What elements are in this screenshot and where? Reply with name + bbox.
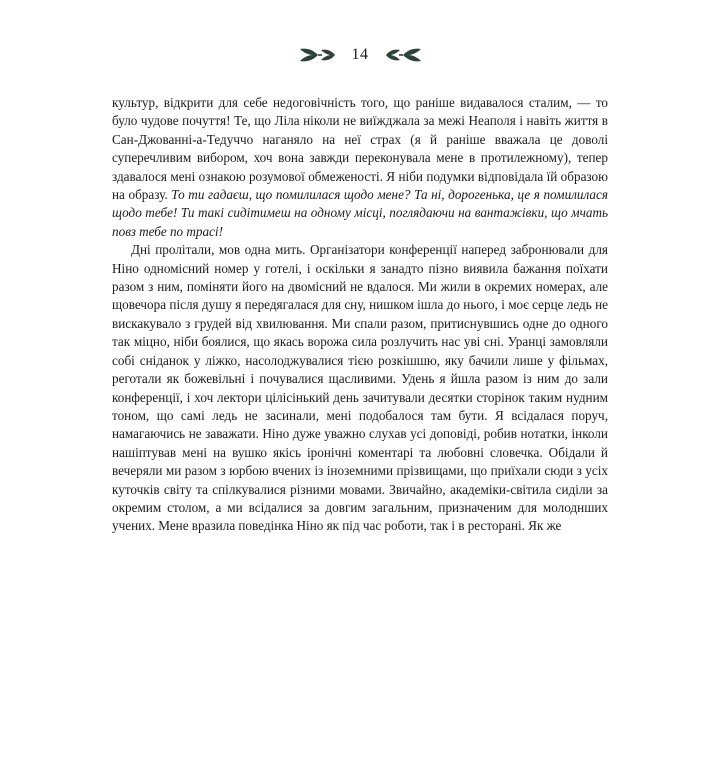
book-page (0, 42, 720, 762)
page-header (0, 42, 720, 68)
page-number: 14 (351, 46, 369, 63)
paragraph-2 (112, 241, 608, 536)
paragraph-1 (112, 94, 608, 241)
leaf-ornament-icon-right (385, 46, 423, 64)
leaf-ornament-icon-left (298, 46, 336, 64)
body-text (112, 94, 608, 536)
text-run: культур, відкрити для себе недоговічність того, що раніше видавалося сталим, — то було чудове почуття! Те, що Ліла ніколи не виїжджала за межі Неаполя і навіть життя в Сан-Джованні-а-Тедуччо наганяло на неї страх (я й раніше вважала це доволі суперечливим вибором, хоч вона завжди переконувала мене в протилежному), тепер здавалося мені ознакою розумової обмеженості. Я ніби подумки відповідала їй образою на образу. (112, 95, 608, 203)
text-run: Дні пролітали, мов одна мить. Організатори конференції наперед забронювали для Ніно одномісний номер у готелі, і оскільки я занадто пізно виявила бажання поїхати разом з ним, поміняти його на двомісний не вдалося. Ми жили в окремих номерах, але щовечора після душу я передягалася для сну, нишком ішла до нього, і моє серце ледь не вискакувало з грудей від хвилювання. Ми спали разом, притиснувшись одне до одного так міцно, ніби боялися, що якась ворожа сила розлучить нас уві сні. Уранці замовляли собі сніданок у ліжко, насолоджувалися тією розкішшю, яку бачили лише у фільмах, реготали як божевільні і почувалися щасливими. Удень я йшла разом із ним до зали конференції, і хоч лектори цілісінький день зачитували десятки сторінок таким нудним тоном, що самі ледь не засинали, мені подобалося там бути. Я всідалася поруч, намагаючись не заважати. Ніно дуже уважно слухав усі доповіді, робив нотатки, інколи нашіптував мені на вушко якісь іронічні коментарі та любовні словечка. Обідали й вечеряли ми разом з юрбою вчених із іноземними прізвищами, що приїхали сюди з усіх куточків світу та спілкувалися різними мовами. Звичайно, академіки-світила сиділи за окремим столом, а ми всідалися за довгим загальним, призначеним для молоднших учених. Мене вразила поведінка Ніно як під час роботи, так і в ресторані. Як же (112, 242, 608, 534)
text-run-italic: То ти гадаєш, що помилилася щодо мене? Та ні, дорогенька, це я помилилася щодо тебе! Ти такі сидітимеш на одному місці, поглядаючи на вантажівки, що мчать повз тебе по трасі! (112, 187, 608, 239)
